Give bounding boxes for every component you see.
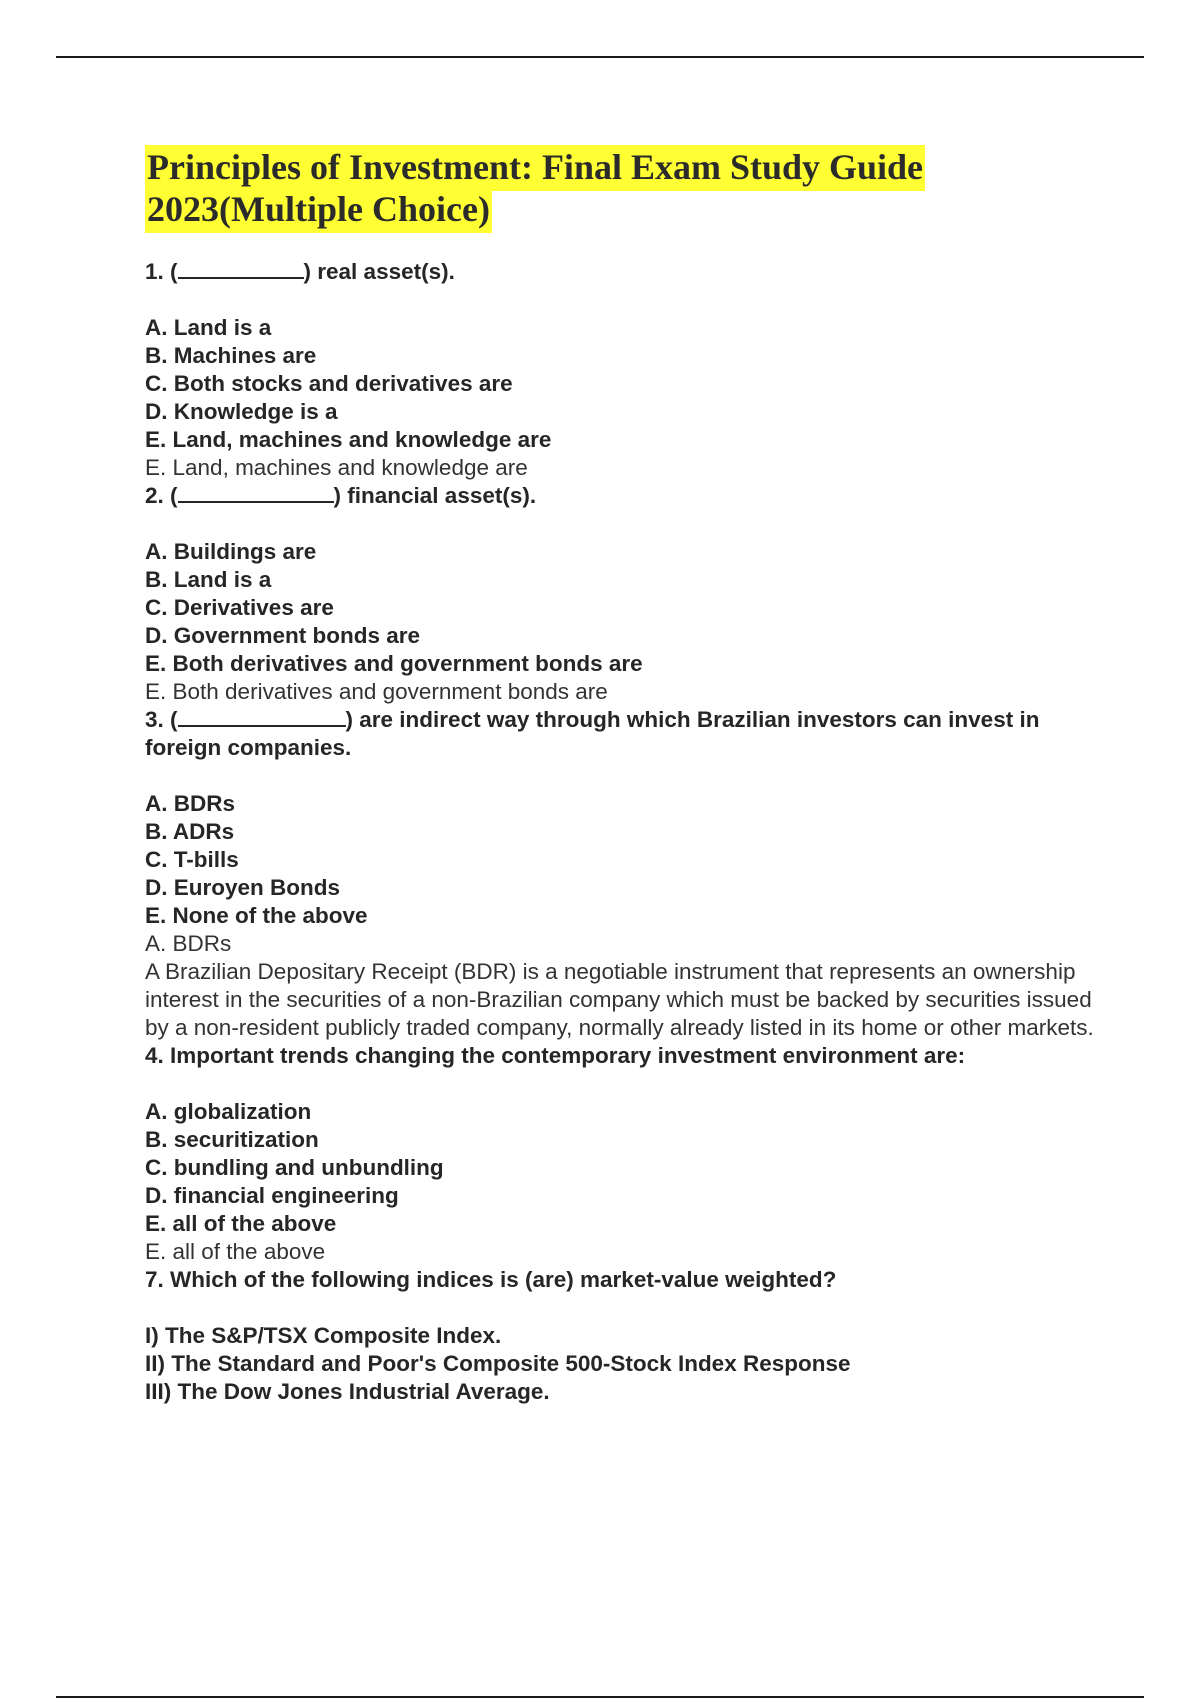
question-2 bbox=[145, 482, 1105, 706]
option: II) The Standard and Poor's Composite 500-Stock Index Response bbox=[145, 1351, 851, 1376]
question-7-text: 7. Which of the following indices is (are) market-value weighted? bbox=[145, 1267, 837, 1292]
title-line-1: Principles of Investment: Final Exam Study Guide bbox=[145, 145, 925, 191]
option: III) The Dow Jones Industrial Average. bbox=[145, 1379, 550, 1404]
question-3-explanation: A Brazilian Depositary Receipt (BDR) is a negotiable instrument that represents an ownership interest in the securities of a non-Brazilian company which must be backed by securities issued by a non-resident publicly traded company, normally already listed in its home or other markets. bbox=[145, 959, 1094, 1040]
option: C. T-bills bbox=[145, 847, 239, 872]
answer-blank bbox=[178, 483, 334, 503]
option: B. Machines are bbox=[145, 343, 317, 368]
question-7 bbox=[145, 1266, 1105, 1406]
question-1-options bbox=[145, 314, 1105, 454]
option: E. Land, machines and knowledge are bbox=[145, 427, 552, 452]
top-rule bbox=[56, 56, 1144, 58]
question-7-options bbox=[145, 1322, 1105, 1406]
question-1 bbox=[145, 258, 1105, 482]
option: E. None of the above bbox=[145, 903, 368, 928]
option: D. Euroyen Bonds bbox=[145, 875, 341, 900]
option: D. Government bonds are bbox=[145, 623, 421, 648]
option: B. Land is a bbox=[145, 567, 272, 592]
option: E. Both derivatives and government bonds are bbox=[145, 651, 643, 676]
question-4 bbox=[145, 1042, 1105, 1266]
question-3 bbox=[145, 706, 1105, 1042]
option: A. Land is a bbox=[145, 315, 272, 340]
document-body bbox=[145, 146, 1105, 1406]
question-4-options bbox=[145, 1098, 1105, 1238]
option: D. financial engineering bbox=[145, 1183, 399, 1208]
question-2-text: 2. ( ) financial asset(s). bbox=[145, 483, 537, 508]
option: D. Knowledge is a bbox=[145, 399, 338, 424]
option: C. bundling and unbundling bbox=[145, 1155, 444, 1180]
question-4-text: 4. Important trends changing the contemporary investment environment are: bbox=[145, 1043, 966, 1068]
option: C. Both stocks and derivatives are bbox=[145, 371, 513, 396]
answer-blank bbox=[178, 707, 346, 727]
option: A. globalization bbox=[145, 1099, 312, 1124]
option: C. Derivatives are bbox=[145, 595, 334, 620]
option: A. BDRs bbox=[145, 791, 236, 816]
question-1-text: 1. ( ) real asset(s). bbox=[145, 259, 455, 284]
answer-blank bbox=[178, 259, 304, 279]
question-2-options bbox=[145, 538, 1105, 678]
option: E. all of the above bbox=[145, 1211, 337, 1236]
option: B. securitization bbox=[145, 1127, 319, 1152]
option: A. Buildings are bbox=[145, 539, 317, 564]
question-3-answer: A. BDRs bbox=[145, 931, 232, 956]
question-3-text: 3. ( ) are indirect way through which Brazilian investors can invest in foreign companies. bbox=[145, 707, 1040, 760]
question-3-options bbox=[145, 790, 1105, 930]
question-1-answer: E. Land, machines and knowledge are bbox=[145, 455, 528, 480]
option: B. ADRs bbox=[145, 819, 235, 844]
question-4-answer: E. all of the above bbox=[145, 1239, 326, 1264]
bottom-rule bbox=[56, 1696, 1144, 1698]
page-title bbox=[145, 146, 1105, 230]
option: I) The S&P/TSX Composite Index. bbox=[145, 1323, 502, 1348]
question-2-answer: E. Both derivatives and government bonds are bbox=[145, 679, 608, 704]
title-line-2: 2023(Multiple Choice) bbox=[145, 187, 492, 233]
